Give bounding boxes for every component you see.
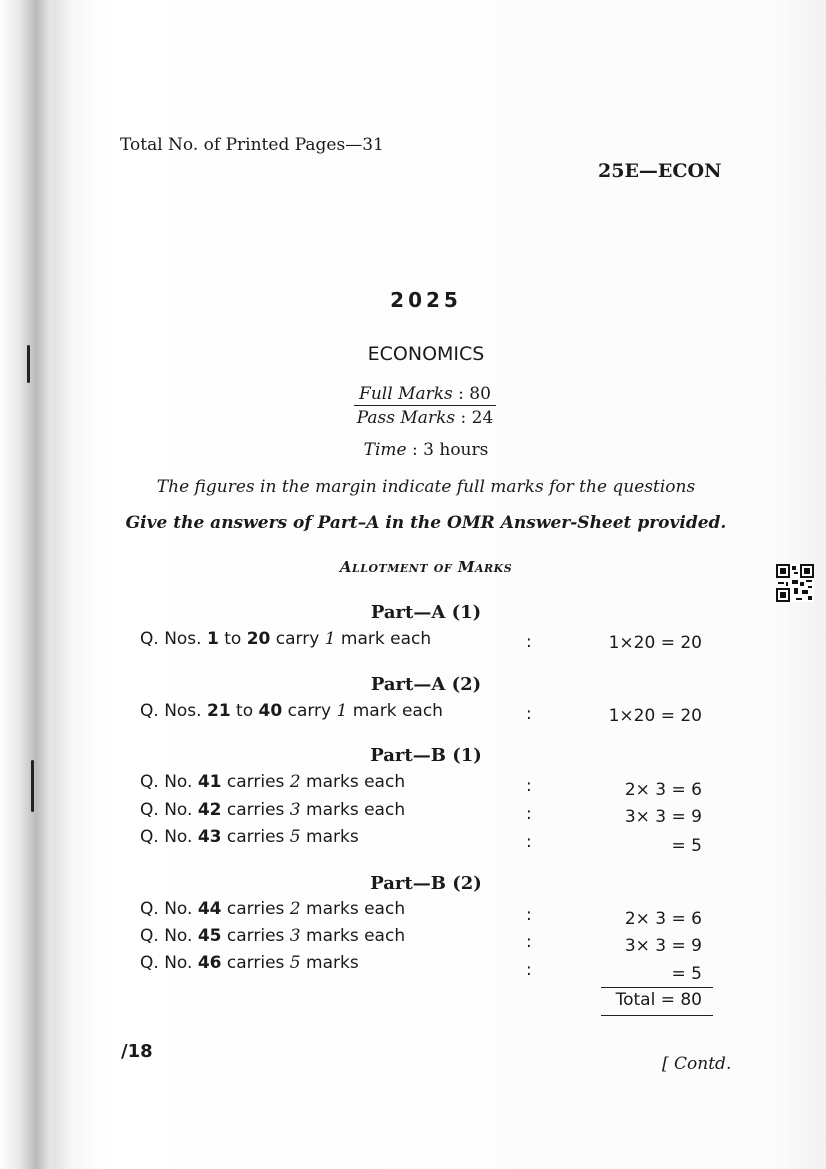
marks-calc: 3× 3 = 9 <box>624 807 702 827</box>
marks-divider <box>354 405 496 406</box>
question-row: Q. Nos. 1 to 20 carry 1 mark each <box>140 629 432 649</box>
total-marks: Total = 80 <box>615 990 702 1010</box>
exam-year: 2025 <box>390 288 462 312</box>
section-title-part-a2: Part—A (2) <box>370 674 482 695</box>
question-row: Q. No. 45 carries 3 marks each <box>140 926 406 946</box>
colon-separator: : <box>526 804 532 824</box>
question-row: Q. No. 44 carries 2 marks each <box>140 899 406 919</box>
question-row: Q. No. 41 carries 2 marks each <box>140 772 406 792</box>
omr-instruction: Give the answers of Part–A in the OMR Answer-Sheet provided. <box>125 513 727 533</box>
marks-calc: 1×20 = 20 <box>608 633 702 653</box>
binding-mark <box>31 760 34 812</box>
section-title-part-b1: Part—B (1) <box>370 745 482 766</box>
colon-separator: : <box>526 905 532 925</box>
section-title-part-b2: Part—B (2) <box>370 873 482 894</box>
marks-calc: 1×20 = 20 <box>608 706 702 726</box>
question-row: Q. No. 43 carries 5 marks <box>140 827 359 847</box>
colon-separator: : <box>526 932 532 952</box>
paper-code: 25E—ECON <box>598 160 722 182</box>
marks-calc: = 5 <box>671 964 702 984</box>
colon-separator: : <box>526 704 532 724</box>
page-binding-shadow <box>0 0 58 1169</box>
allotment-title: Allotment of Marks <box>339 558 513 576</box>
total-rule-bottom <box>601 1015 713 1016</box>
full-marks: Full Marks : 80 <box>359 384 491 404</box>
colon-separator: : <box>526 776 532 796</box>
question-row: Q. Nos. 21 to 40 carry 1 mark each <box>140 701 443 721</box>
marks-calc: 2× 3 = 6 <box>624 909 702 929</box>
pass-marks: Pass Marks : 24 <box>356 408 494 428</box>
question-row: Q. No. 46 carries 5 marks <box>140 953 359 973</box>
question-row: Q. No. 42 carries 3 marks each <box>140 800 406 820</box>
marks-calc: 3× 3 = 9 <box>624 936 702 956</box>
section-title-part-a1: Part—A (1) <box>370 602 482 623</box>
marks-box <box>354 384 496 428</box>
printed-pages-count: Total No. of Printed Pages—31 <box>120 135 384 155</box>
continued-label: [ Contd. <box>662 1054 732 1074</box>
colon-separator: : <box>526 632 532 652</box>
exam-subject: ECONOMICS <box>367 343 485 365</box>
marks-calc: = 5 <box>671 836 702 856</box>
colon-separator: : <box>526 960 532 980</box>
total-rule-top <box>601 987 713 988</box>
marks-calc: 2× 3 = 6 <box>624 780 702 800</box>
page-code: /18 <box>121 1041 153 1062</box>
qr-code-icon <box>776 564 814 602</box>
exam-time: Time : 3 hours <box>363 440 489 460</box>
margin-note: The figures in the margin indicate full marks for the questions <box>156 477 696 497</box>
colon-separator: : <box>526 832 532 852</box>
